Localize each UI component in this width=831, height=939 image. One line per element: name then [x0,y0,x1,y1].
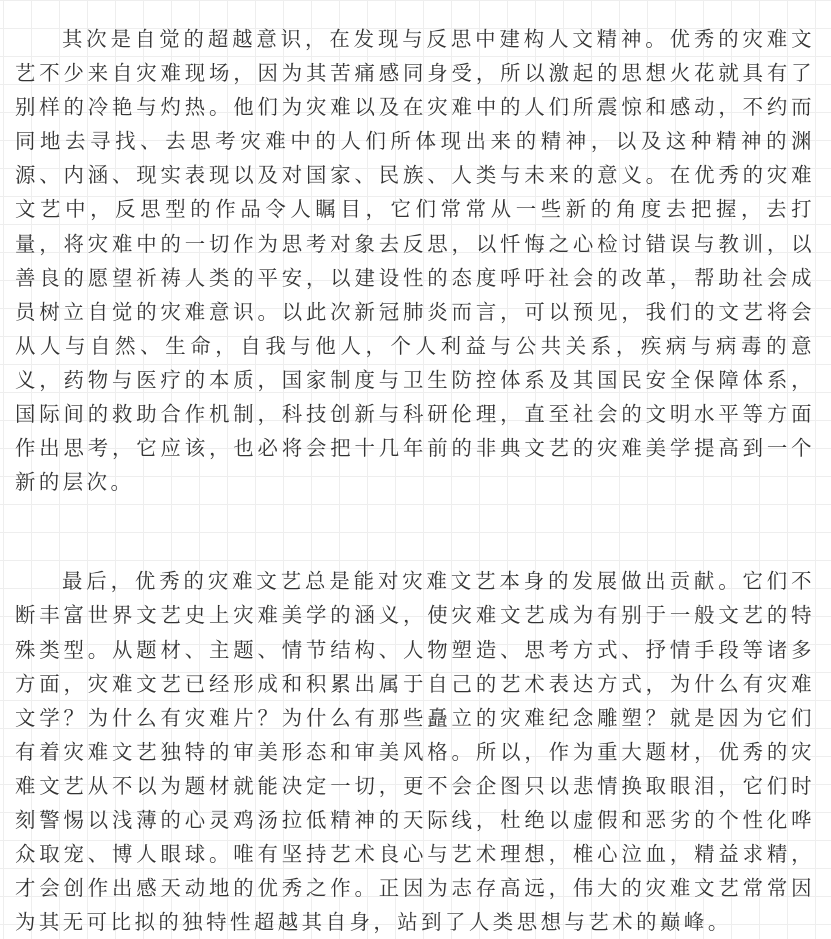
paragraph-2: 最后，优秀的灾难文艺总是能对灾难文艺本身的发展做出贡献。它们不断丰富世界文艺史上灾难美学的涵义，使灾难文艺成为有别于一般文艺的特殊类型。从题材、主题、情节结构、人物塑造、思考方式、抒情手段等诸多方面，灾难文艺已经形成和积累出属于自己的艺术表达方式，为什么有灾难文学？为什么有灾难片？为什么有那些矗立的灾难纪念雕塑？就是因为它们有着灾难文艺独特的审美形态和审美风格。所以，作为重大题材，优秀的灾难文艺从不以为题材就能决定一切，更不会企图只以悲情换取眼泪，它们时刻警惕以浅薄的心灵鸡汤拉低精神的天际线，杜绝以虚假和恶劣的个性化哗众取宠、博人眼球。唯有坚持艺术良心与艺术理想，椎心泣血，精益求精，才会创作出感天动地的优秀之作。正因为志存高远，伟大的灾难文艺常常因为其无可比拟的独特性超越其自身，站到了人类思想与艺术的巅峰。 [15,569,815,935]
paragraph-1: 其次是自觉的超越意识，在发现与反思中建构人文精神。优秀的灾难文艺不少来自灾难现场，因为其苦痛感同身受，所以激起的思想火花就具有了别样的冷艳与灼热。他们为灾难以及在灾难中的人们所震惊和感动，不约而同地去寻找、去思考灾难中的人们所体现出来的精神，以及这种精神的渊源、内涵、现实表现以及对国家、民族、人类与未来的意义。在优秀的灾难文艺中，反思型的作品令人瞩目，它们常常从一些新的角度去把握，去打量，将灾难中的一切作为思考对象去反思，以忏悔之心检讨错误与教训，以善良的愿望祈祷人类的平安，以建设性的态度呼吁社会的改革，帮助社会成员树立自觉的灾难意识。以此次新冠肺炎而言，可以预见，我们的文艺将会从人与自然、生命，自我与他人，个人利益与公共关系，疾病与病毒的意义，药物与医疗的本质，国家制度与卫生防控体系及其国民安全保障体系，国际间的救助合作机制，科技创新与科研伦理，直至社会的文明水平等方面作出思考，它应该，也必将会把十几年前的非典文艺的灾难美学提高到一个新的层次。 [15,27,815,495]
article-body [15,22,815,939]
